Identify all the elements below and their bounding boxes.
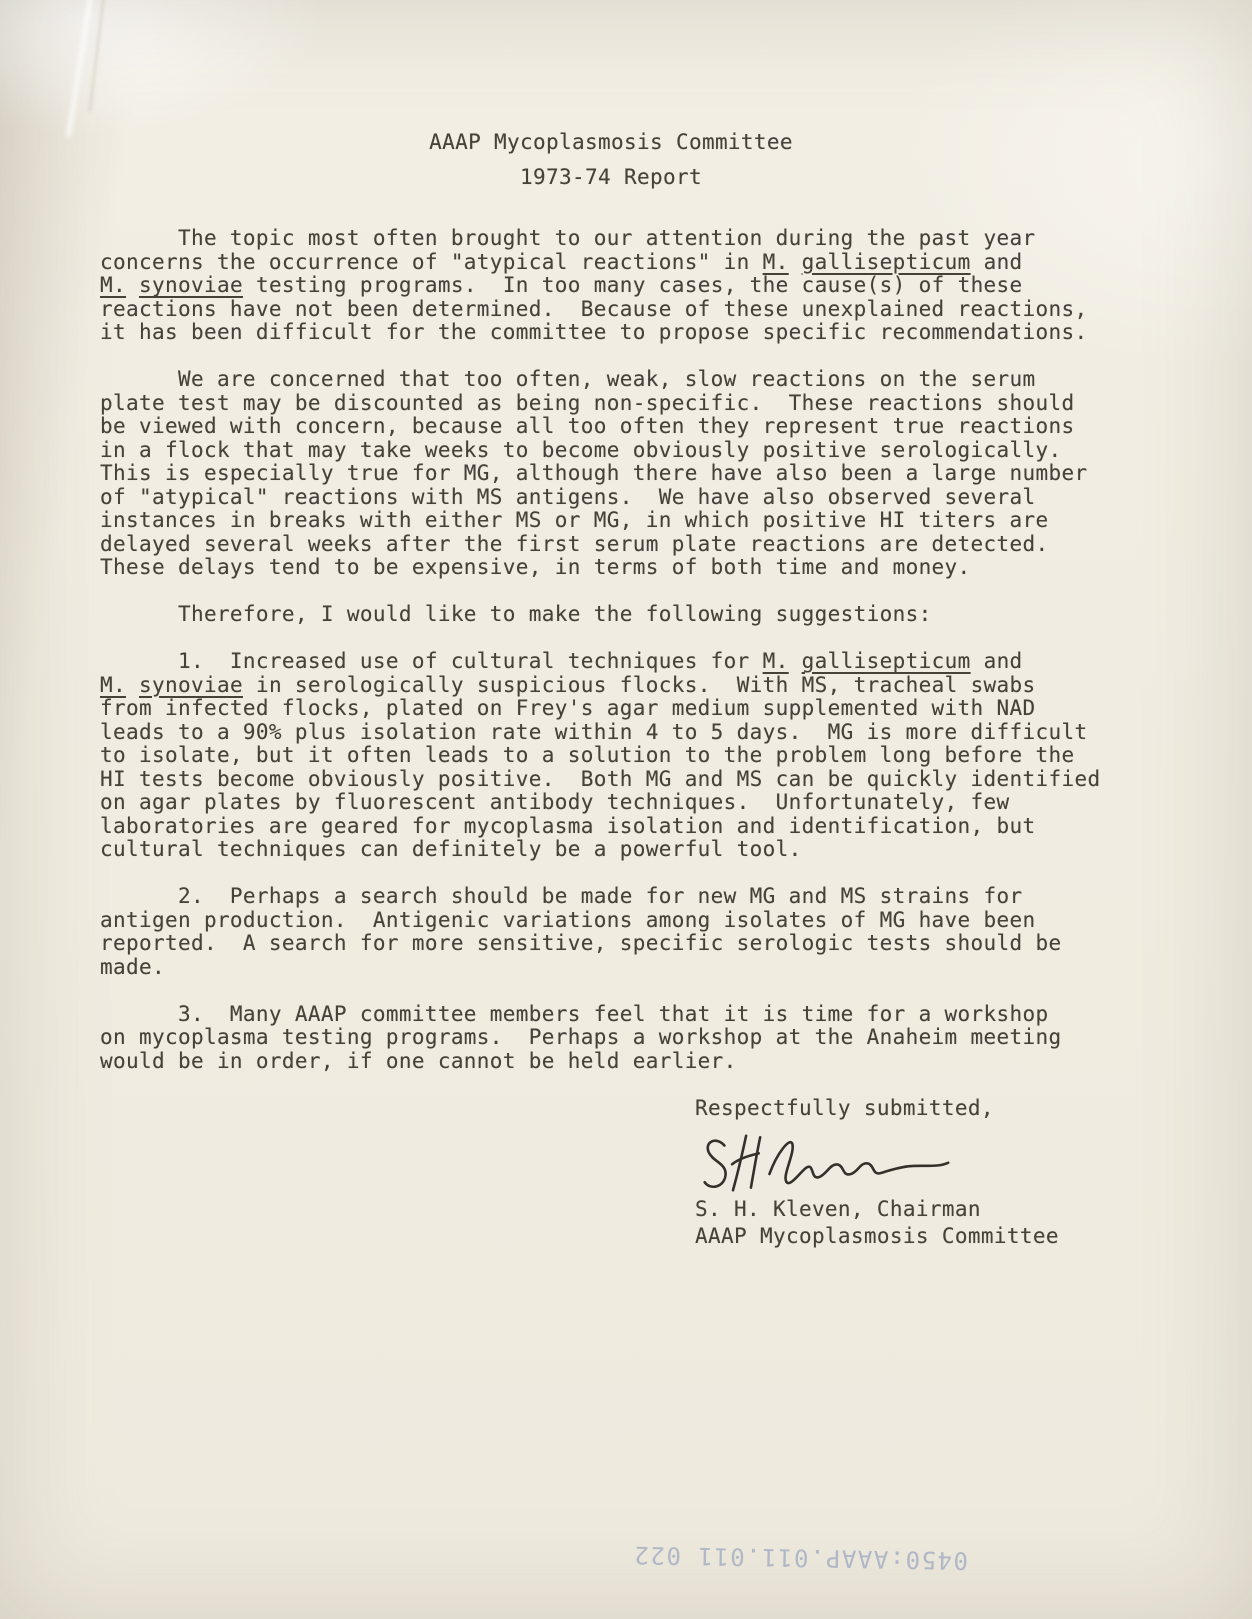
paper-crease [89, 0, 106, 112]
catalog-stamp: 0450:AAAP.011.011 022 [632, 1540, 969, 1575]
paragraph: Therefore, I would like to make the following suggestions: [100, 602, 932, 626]
document-content [100, 131, 1122, 1250]
paragraph: We are concerned that too often, weak, slow reactions on the serum plate test may be discounted as being non-specific. These reactions should be viewed with concern, because all too often they represent true reactions in a flock that may take weeks to become obviously positive serologically. This is especially true for MG, although there have also been a large number of "atypical" reactions with MS antigens. We have also observed several instances in breaks with either MS or MG, in which positive HI titers are delayed several weeks after the first serum plate reactions are detected. These delays tend to be expensive, in terms of both time and money. [100, 367, 1088, 579]
closing-block [695, 1097, 1122, 1251]
signature-org: AAAP Mycoplasmosis Committee [695, 1224, 1059, 1248]
doc-subtitle: 1973-74 Report [520, 164, 702, 189]
paragraph: 3. Many AAAP committee members feel that it is time for a workshop on mycoplasma testing programs. Perhaps a workshop at the Anaheim meeting would be in order, if one cannot be held earlier. [100, 1001, 1062, 1073]
paper-crease [66, 0, 93, 137]
paragraph: 1. Increased use of cultural techniques for M. gallisepticum and M. synoviae in serologically suspicious flocks. With MS, tracheal swabs from infected flocks, plated on Frey's agar medium supplemented with NAD leads to a 90% plus isolation rate within 4 to 5 days. MG is more difficult to isolate, but it often leads to a solution to the problem long before the HI tests become obviously positive. Both MG and MS can be quickly identified on agar plates by fluorescent antibody techniques. Unfortunately, few laboratories are geared for mycoplasma isolation and identification, but cultural techniques can definitely be a powerful tool. [100, 649, 1101, 861]
doc-title: AAAP Mycoplasmosis Committee [429, 130, 793, 154]
doc-body [100, 227, 1122, 1073]
paragraph: 2. Perhaps a search should be made for new MG and MS strains for antigen production. Antigenic variations among isolates of MG have been reported. A search for more sensitive, specific serologic tests should be made. [100, 884, 1062, 979]
closing-line: Respectfully submitted, [695, 1095, 994, 1120]
signature-name: S. H. Kleven, Chairman [695, 1197, 981, 1221]
paragraph: The topic most often brought to our attention during the past year concerns the occurrence of "atypical reactions" in M. gallisepticum and M. synoviae testing programs. In too many cases, the cause(s) of these reactions have not been determined. Because of these unexplained reactions, it has been difficult for the committee to propose specific recommendations. [100, 226, 1088, 344]
signature-handwritten-icon [700, 1124, 952, 1197]
